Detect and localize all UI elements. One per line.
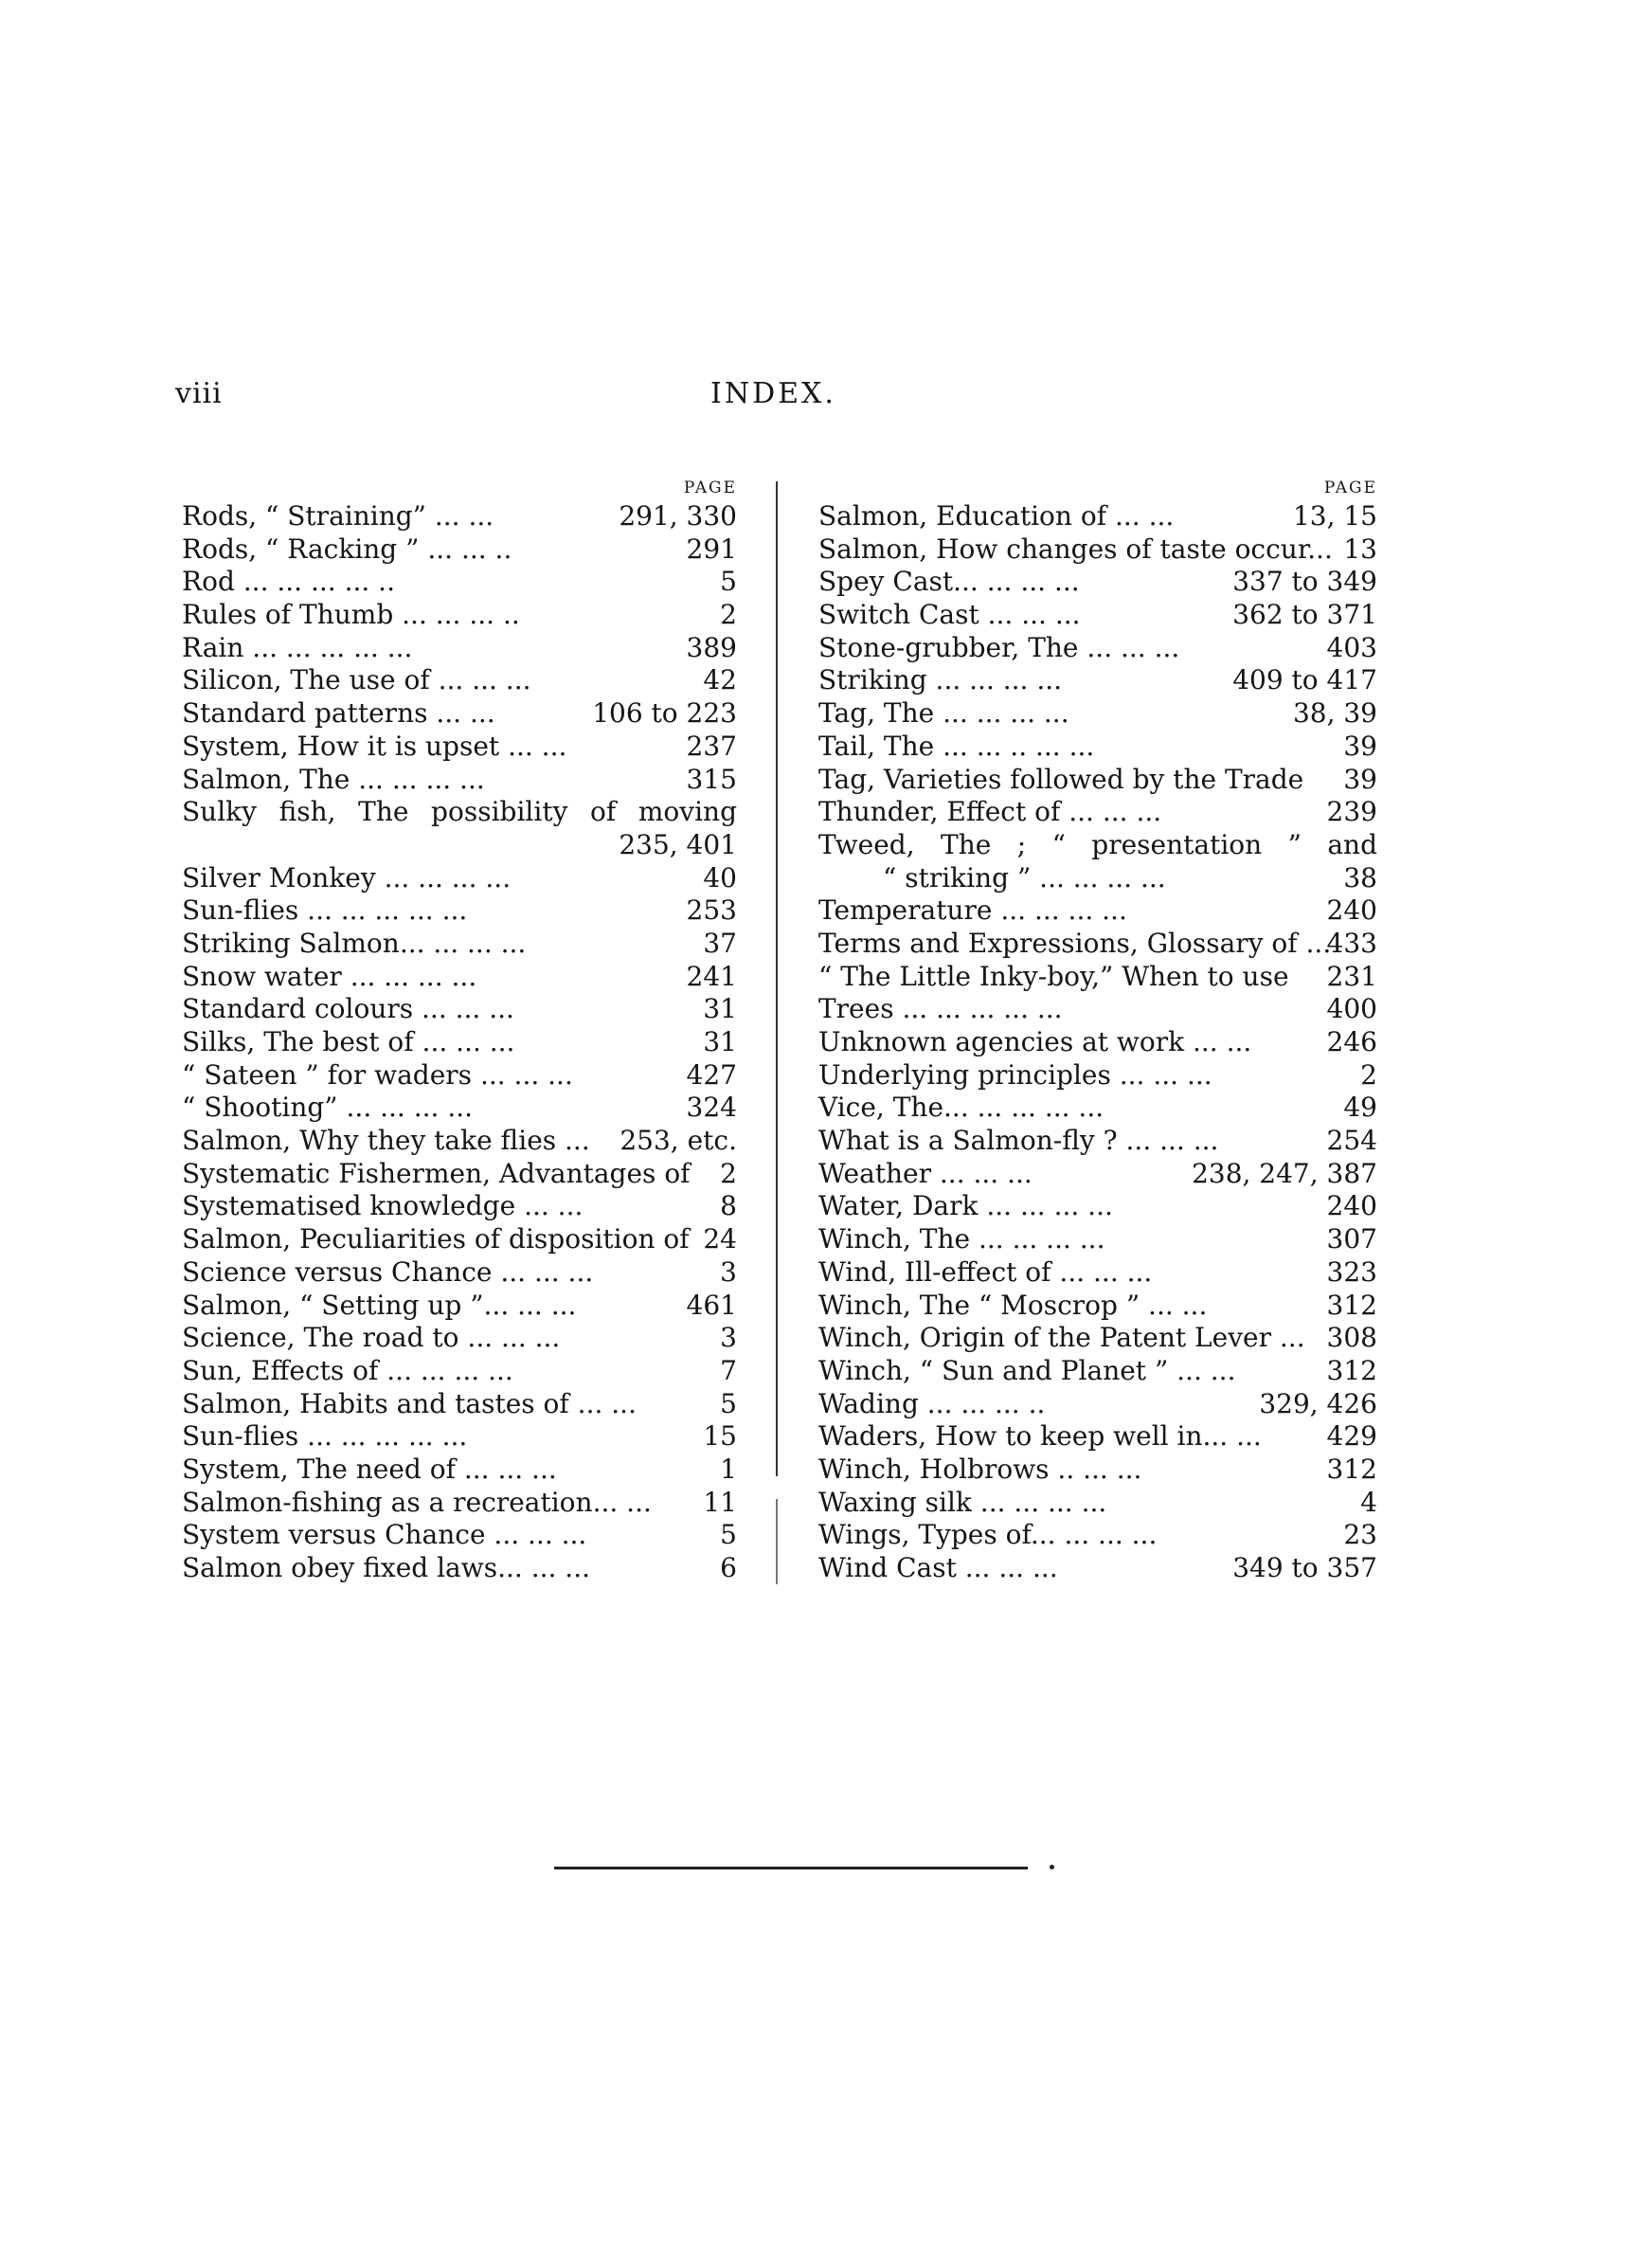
entry-text: Winch, Holbrows .. ... ... [818, 1453, 1142, 1485]
index-entry [818, 1454, 1377, 1487]
entry-page: 1 [720, 1453, 737, 1485]
entry-page: 23 [1343, 1519, 1377, 1551]
entry-text: “ Shooting” ... ... ... ... [182, 1092, 474, 1124]
index-entry [818, 993, 1377, 1026]
entry-text: Trees ... ... ... ... ... [818, 993, 1063, 1025]
index-entry [182, 764, 737, 797]
entry-text: Silicon, The use of ... ... ... [182, 664, 531, 696]
entry-text: Winch, The “ Moscrop ” ... ... [818, 1289, 1208, 1321]
index-entry [818, 894, 1377, 928]
index-entry [818, 1223, 1377, 1256]
entry-text: Spey Cast... ... ... ... [818, 566, 1080, 598]
entry-page: 13, 15 [1292, 500, 1377, 532]
entry-text: Salmon, “ Setting up ”... ... ... [182, 1289, 577, 1321]
entry-page: 312 [1326, 1289, 1377, 1321]
entry-text: Switch Cast ... ... ... [818, 599, 1081, 631]
entry-text: Winch, Origin of the Patent Lever ... [818, 1322, 1305, 1354]
entry-text: Wings, Types of... ... ... ... [818, 1519, 1158, 1551]
entry-page: 246 [1326, 1026, 1377, 1058]
index-entry [818, 1388, 1377, 1421]
entry-text: What is a Salmon-fly ? ... ... ... [818, 1125, 1219, 1157]
index-entry [818, 1125, 1377, 1158]
entry-text: Rod ... ... ... ... .. [182, 566, 395, 598]
entry-text: Wading ... ... ... .. [818, 1387, 1046, 1419]
index-entry [182, 1388, 737, 1421]
entry-text: Temperature ... ... ... ... [818, 894, 1127, 927]
entry-page: 400 [1326, 993, 1377, 1025]
entry-text: Terms and Expressions, Glossary of ... [818, 927, 1332, 959]
entry-page: 315 [686, 763, 737, 795]
page-number: viii [175, 377, 223, 410]
entry-text: Tag, The ... ... ... ... [818, 697, 1069, 730]
entry-page: 31 [703, 1026, 737, 1058]
entry-page: 427 [686, 1058, 737, 1091]
index-entry [182, 1092, 737, 1125]
index-entry [818, 731, 1377, 764]
index-entry [182, 632, 737, 665]
entry-text: Striking ... ... ... ... [818, 664, 1063, 696]
entry-page: 2 [720, 599, 737, 631]
entry-page: 238, 247, 387 [1192, 1157, 1377, 1189]
entry-text: Wind Cast ... ... ... [818, 1552, 1058, 1584]
index-entry [182, 1487, 737, 1520]
index-entry [818, 566, 1377, 599]
entry-text: Science versus Chance ... ... ... [182, 1255, 594, 1288]
entry-text: Stone-grubber, The ... ... ... [818, 631, 1180, 663]
entry-text: Waxing silk ... ... ... ... [818, 1486, 1107, 1518]
index-entry [182, 894, 737, 928]
entry-page: 37 [703, 927, 737, 959]
entry-page: 6 [720, 1552, 737, 1584]
entry-text: Sun, Effects of ... ... ... ... [182, 1354, 513, 1386]
entry-page: 42 [703, 664, 737, 696]
entry-text: Rods, “ Racking ” ... ... .. [182, 533, 512, 565]
index-entry [182, 862, 737, 895]
entry-page: 2 [1360, 1058, 1377, 1091]
entry-text: System versus Chance ... ... ... [182, 1519, 587, 1551]
entry-page: 323 [1326, 1255, 1377, 1288]
entry-text: Rules of Thumb ... ... ... .. [182, 599, 520, 631]
index-entry [818, 796, 1377, 829]
index-entry [182, 993, 737, 1026]
index-entry [182, 961, 737, 994]
index-column-right [818, 476, 1377, 1585]
index-entry [818, 1420, 1377, 1454]
entry-text: Vice, The... ... ... ... ... [818, 1092, 1104, 1124]
entry-text: Salmon, The ... ... ... ... [182, 763, 485, 795]
entry-page: 239 [1326, 796, 1377, 828]
entry-text: Standard patterns ... ... [182, 697, 495, 730]
entry-text: Tag, Varieties followed by the Trade [818, 763, 1304, 795]
entry-text: Underlying principles ... ... ... [818, 1058, 1212, 1091]
entry-text: “ Sateen ” for waders ... ... ... [182, 1058, 573, 1091]
entry-page: 337 to 349 [1232, 566, 1377, 598]
entry-page: 4 [1360, 1486, 1377, 1518]
entry-text: Systematic Fishermen, Advantages of [182, 1157, 691, 1189]
index-entry [818, 1092, 1377, 1125]
entry-page: 5 [720, 1387, 737, 1419]
index-entry [818, 829, 1377, 894]
index-entry [818, 664, 1377, 697]
entry-page: 3 [720, 1322, 737, 1354]
index-entry [182, 1256, 737, 1290]
entry-page: 5 [720, 1519, 737, 1551]
index-entry [182, 664, 737, 697]
index-entry [818, 1256, 1377, 1290]
index-entry [182, 1355, 737, 1388]
entry-page: 291, 330 [619, 500, 737, 532]
index-entry [182, 697, 737, 731]
entry-page: 253 [686, 894, 737, 927]
entry-page: 291 [686, 533, 737, 565]
index-entry [818, 961, 1377, 994]
entry-page: 329, 426 [1259, 1387, 1377, 1419]
index-entry [182, 1158, 737, 1191]
index-entry [818, 500, 1377, 533]
entry-page: 13 [1343, 533, 1377, 565]
index-entry [182, 1552, 737, 1585]
entry-text: Thunder, Effect of ... ... ... [818, 796, 1162, 828]
entry-text: Salmon, Peculiarities of disposition of [182, 1223, 690, 1255]
index-entry [818, 1355, 1377, 1388]
entry-text: Science, The road to ... ... ... [182, 1322, 561, 1354]
entry-text: Unknown agencies at work ... ... [818, 1026, 1252, 1058]
index-entry [182, 928, 737, 961]
index-entry [182, 1059, 737, 1092]
entry-page: 403 [1326, 631, 1377, 663]
entry-text: Salmon-fishing as a recreation... ... [182, 1486, 652, 1518]
entry-page: 253, etc. [620, 1125, 737, 1157]
entry-text: Salmon, Education of ... ... [818, 500, 1175, 532]
entry-page: 8 [720, 1190, 737, 1222]
index-entry [182, 1190, 737, 1223]
entry-page: 241 [686, 960, 737, 992]
entry-text: Rain ... ... ... ... ... [182, 631, 413, 663]
entry-page: 5 [720, 566, 737, 598]
index-entry [182, 1322, 737, 1355]
entry-text: Winch, “ Sun and Planet ” ... ... [818, 1354, 1236, 1386]
index-entry [818, 928, 1377, 961]
column-divider [776, 481, 778, 1476]
index-entry [818, 1190, 1377, 1223]
index-entry [818, 1290, 1377, 1323]
index-entry [818, 1059, 1377, 1092]
index-entry [818, 1322, 1377, 1355]
entry-page: 349 to 357 [1232, 1552, 1377, 1584]
index-entry [182, 1290, 737, 1323]
entry-text: Tweed, The ; “ presentation ” and [818, 828, 1377, 860]
entry-page: 15 [703, 1420, 737, 1453]
entry-page: 235, 401 [619, 828, 737, 860]
entry-page: 389 [686, 631, 737, 663]
entry-text: Sulky fish, The possibility of moving [182, 796, 737, 828]
entry-text: System, The need of ... ... ... [182, 1453, 557, 1485]
index-column-left [182, 476, 737, 1585]
index-entry [182, 1026, 737, 1059]
page-column-label: PAGE [683, 478, 737, 497]
entry-page: 433 [1326, 927, 1377, 959]
index-entry [182, 1223, 737, 1256]
entry-page: 39 [1343, 730, 1377, 762]
index-entry [818, 632, 1377, 665]
index-entry [182, 500, 737, 533]
entry-page: 11 [703, 1486, 737, 1518]
entry-text: Winch, The ... ... ... ... [818, 1223, 1105, 1255]
entry-page: 307 [1326, 1223, 1377, 1255]
entry-page: 240 [1326, 894, 1377, 927]
entry-text: Waders, How to keep well in... ... [818, 1420, 1262, 1453]
entry-page: 324 [686, 1092, 737, 1124]
entry-text: Tail, The ... ... .. ... ... [818, 730, 1095, 762]
index-entry [818, 764, 1377, 797]
entry-text: Wind, Ill-effect of ... ... ... [818, 1255, 1153, 1288]
entry-page: 409 to 417 [1232, 664, 1377, 696]
index-entry [818, 1026, 1377, 1059]
page-title: INDEX. [710, 377, 836, 410]
index-entry [182, 1420, 737, 1454]
index-entry [182, 1454, 737, 1487]
index-entry [818, 1487, 1377, 1520]
index-entry [182, 533, 737, 567]
index-entry [182, 1125, 737, 1158]
entry-page: 362 to 371 [1232, 599, 1377, 631]
entry-list [182, 500, 737, 1585]
entry-text: Salmon obey fixed laws... ... ... [182, 1552, 590, 1584]
entry-page: 3 [720, 1255, 737, 1288]
entry-page: 49 [1343, 1092, 1377, 1124]
entry-text: System, How it is upset ... ... [182, 730, 567, 762]
entry-text: “ The Little Inky-boy,” When to use [818, 960, 1289, 992]
index-entry [182, 731, 737, 764]
entry-text: Striking Salmon... ... ... ... [182, 927, 527, 959]
entry-page: 231 [1326, 960, 1377, 992]
entry-text: Salmon, How changes of taste occur... [818, 533, 1333, 565]
closing-dot [1050, 1865, 1054, 1869]
entry-page: 312 [1326, 1354, 1377, 1386]
index-entry [818, 1552, 1377, 1585]
index-entry [182, 1519, 737, 1552]
index-entry [818, 1519, 1377, 1552]
entry-text: Rods, “ Straining” ... ... [182, 500, 494, 532]
entry-text: Snow water ... ... ... ... [182, 960, 477, 992]
entry-page: 39 [1343, 763, 1377, 795]
index-entry [818, 697, 1377, 731]
entry-text: Silks, The best of ... ... ... [182, 1026, 515, 1058]
entry-text: Sun-flies ... ... ... ... ... [182, 894, 468, 927]
entry-text: Water, Dark ... ... ... ... [818, 1190, 1113, 1222]
entry-page: 106 to 223 [592, 697, 737, 730]
page-column-label: PAGE [1323, 478, 1377, 497]
entry-page: 308 [1326, 1322, 1377, 1354]
index-entry [818, 533, 1377, 567]
entry-page: 40 [703, 861, 737, 894]
index-entry [182, 566, 737, 599]
entry-page: 38, 39 [1292, 697, 1377, 730]
index-entry [818, 1158, 1377, 1191]
entry-page: 254 [1326, 1125, 1377, 1157]
column-divider-lower [776, 1499, 778, 1584]
entry-page: 237 [686, 730, 737, 762]
entry-page: 31 [703, 993, 737, 1025]
entry-text: Sun-flies ... ... ... ... ... [182, 1420, 468, 1453]
entry-text: Systematised knowledge ... ... [182, 1190, 584, 1222]
running-head [0, 377, 1652, 424]
entry-text: Salmon, Why they take flies ... [182, 1125, 590, 1157]
entry-page: 38 [1343, 861, 1377, 894]
index-entry [182, 796, 737, 861]
entry-page: 2 [720, 1157, 737, 1189]
index-entry [818, 599, 1377, 632]
entry-page: 429 [1326, 1420, 1377, 1453]
entry-text: Weather ... ... ... [818, 1157, 1032, 1189]
entry-page: 240 [1326, 1190, 1377, 1222]
entry-page: 7 [720, 1354, 737, 1386]
entry-text-continued: “ striking ” ... ... ... ... [883, 861, 1166, 894]
entry-text: Salmon, Habits and tastes of ... ... [182, 1387, 637, 1419]
closing-rule [554, 1867, 1028, 1869]
entry-text: Standard colours ... ... ... [182, 993, 514, 1025]
entry-text: Silver Monkey ... ... ... ... [182, 861, 512, 894]
entry-list [818, 500, 1377, 1585]
entry-page: 461 [686, 1289, 737, 1321]
index-entry [182, 599, 737, 632]
entry-page: 312 [1326, 1453, 1377, 1485]
entry-page: 24 [703, 1223, 737, 1255]
